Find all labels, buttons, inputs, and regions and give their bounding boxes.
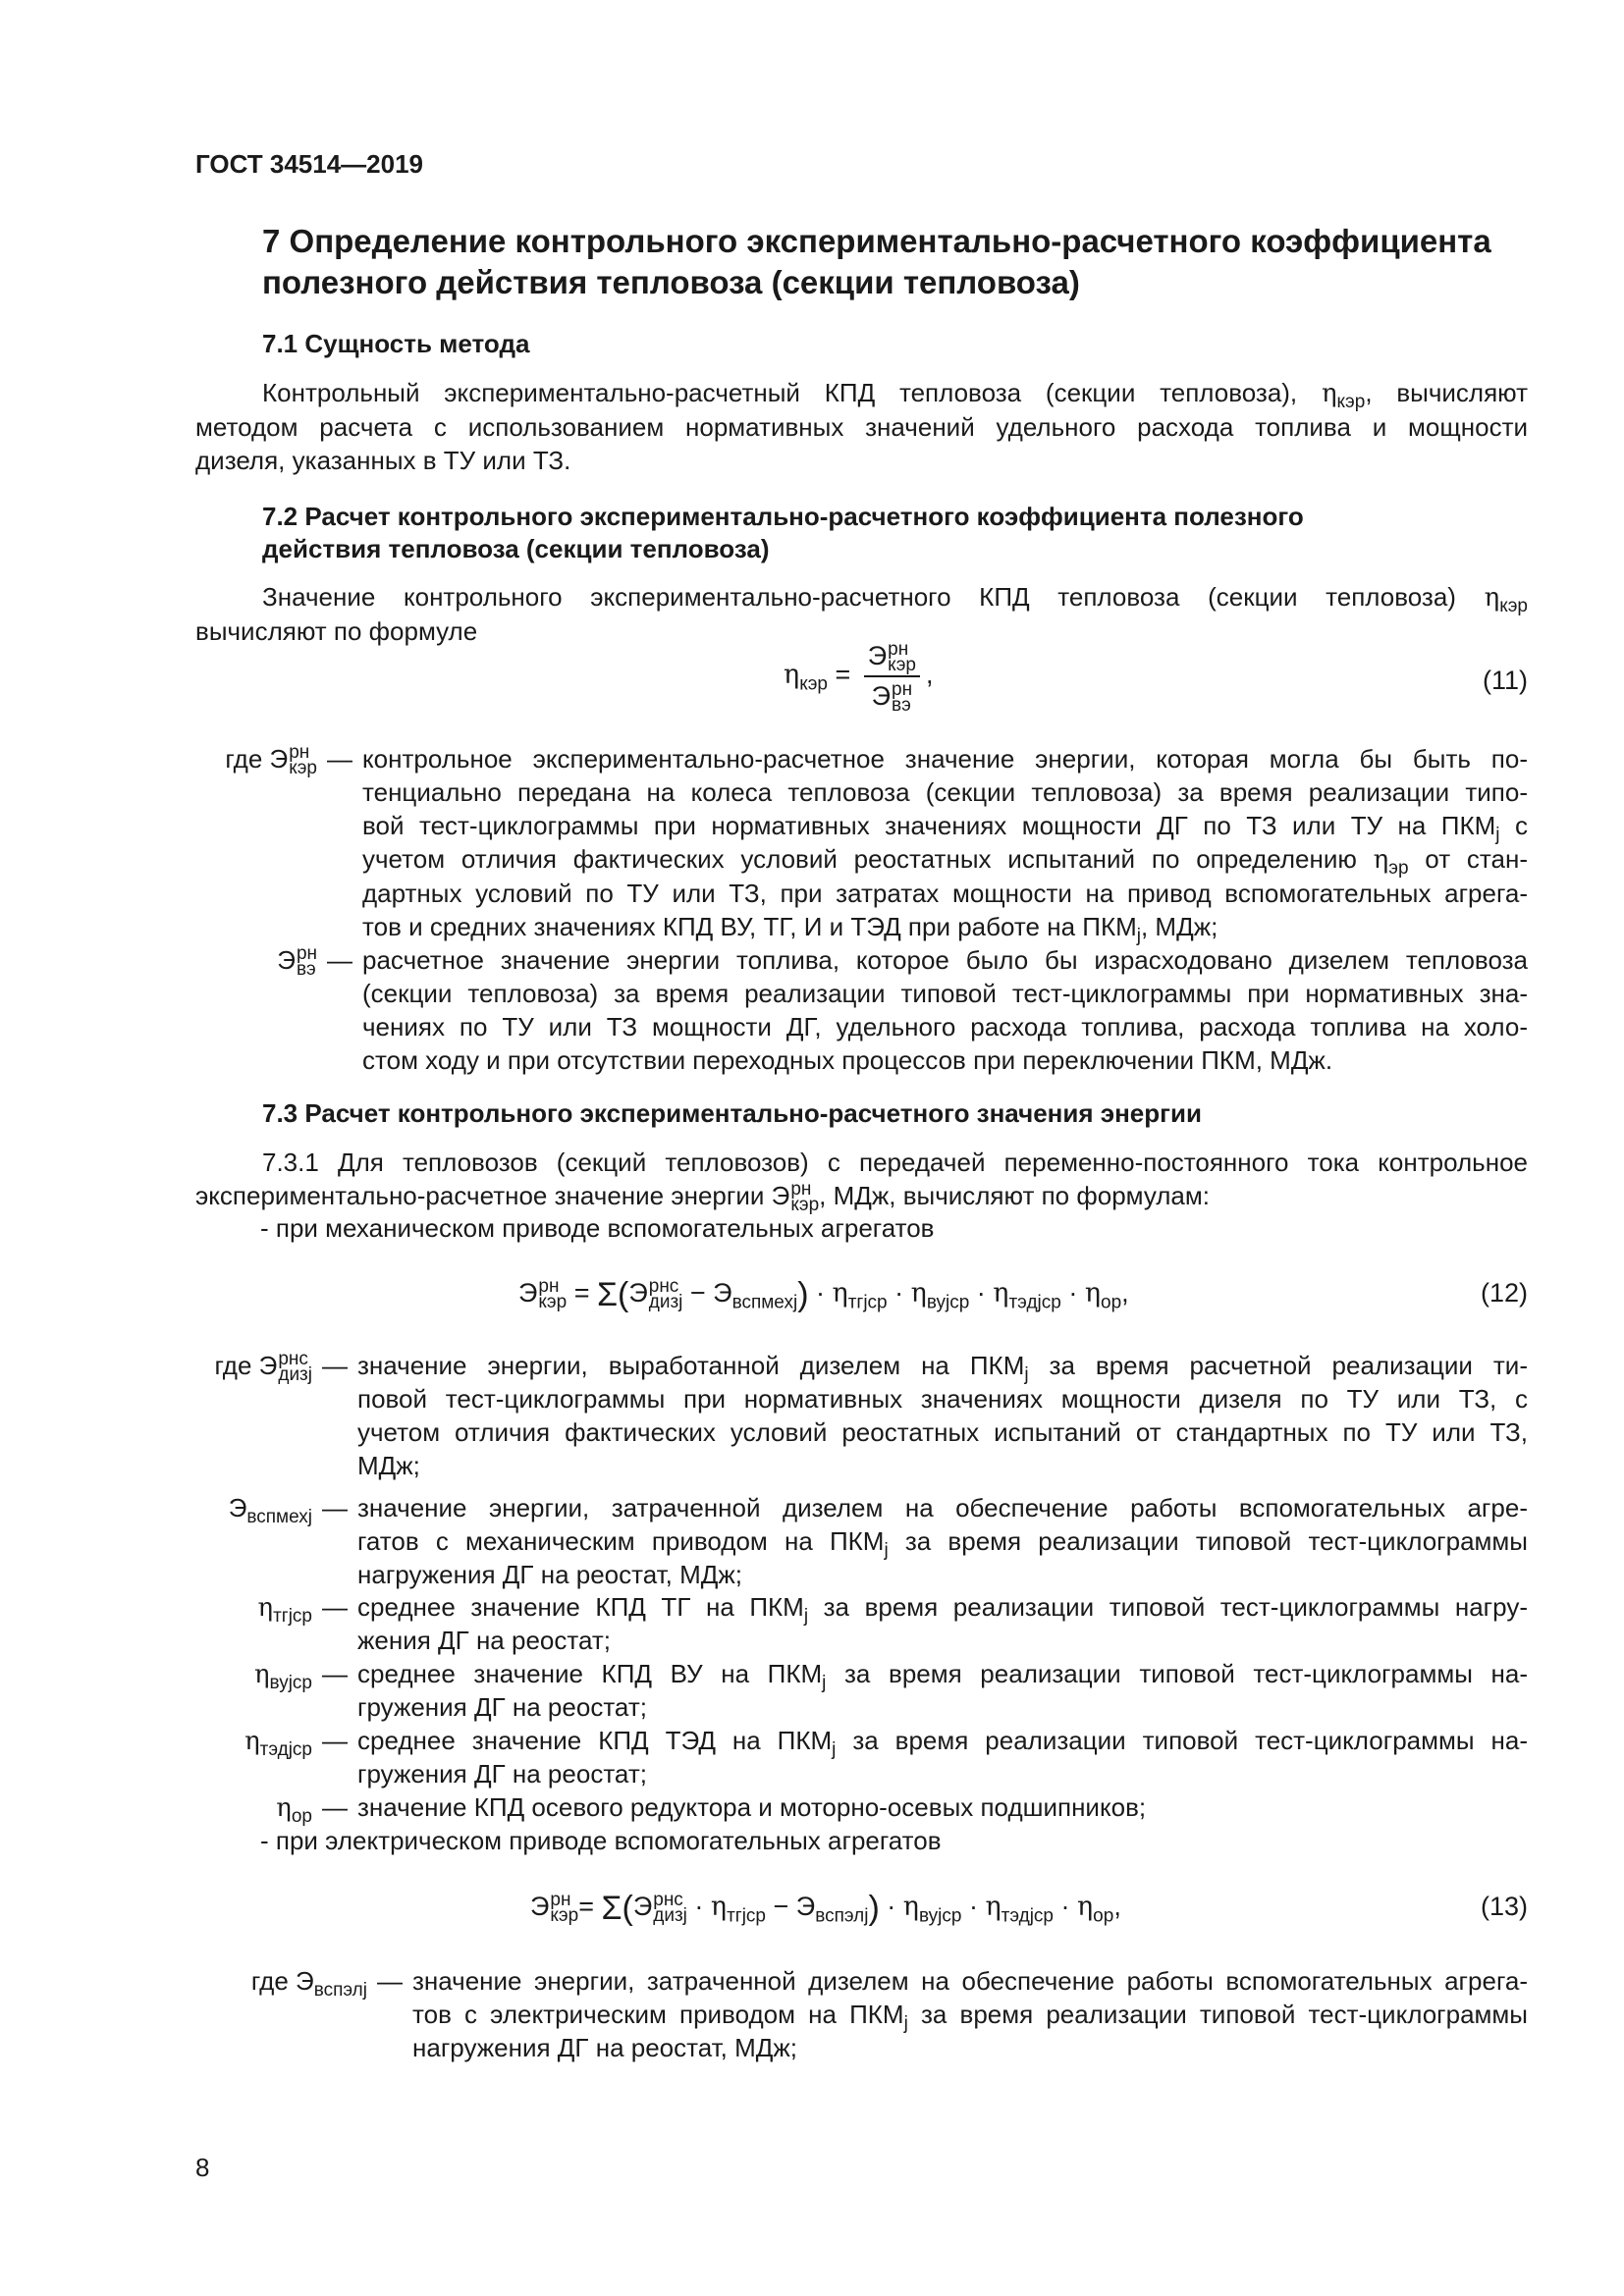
paragraph-7-3-1: 7.3.1 Для тепловозов (секций тепловозов) с передачей переменно-постоянного тока контрольное экспериментально-расчетное значение энергии Э рн кэр , МДж, вычисляют по формулам: bbox=[195, 1148, 1528, 1216]
equation-number-11: (11) bbox=[1482, 666, 1528, 695]
definition-e-ker: где Э рн кэр — контрольное экспериментально-расчетное значение энергии, которая могла бы быть по- тенциально передана на колеса тепловоза (секции тепловоза) за время реализации типо- вой тест-циклограммы при нормативных значениях мощности ДГ по ТЗ или ТУ на $ПКМ_j$ с учетом отличия фактических условий реостатных испытаний по определению $\eta_{эр}$ от стан- дартных условий по ТУ или ТЗ, при затратах мощности на привод вспомогательных агрега- тов и средних значениях КПД ВУ, ТГ, И и ТЭД при работе на $ПКМ_j$, МДж; bbox=[225, 742, 1528, 947]
equation-number-13: (13) bbox=[1480, 1892, 1528, 1921]
paragraph-7-1: Контрольный экспериментально-расчетный КПД тепловоза (секции тепловоза), $\eta_{кэр}$, вычисляют методом расчета с использованием нормативных значений удельного расхода топлива и мощности дизеля, указанных в ТУ или ТЗ. bbox=[195, 378, 1528, 475]
bullet-mechanical-drive: - при механическом приводе вспомогательных агрегатов bbox=[260, 1213, 935, 1243]
document-code: ГОСТ 34514—2019 bbox=[195, 149, 423, 179]
section-7-title: 7 Определение контрольного экспериментально-расчетного коэффициента полезного действия тепловоза (секции тепловоза) bbox=[262, 223, 1491, 300]
subsection-7-3-title: 7.3 Расчет контрольного экспериментально-расчетного значения энергии bbox=[262, 1098, 1202, 1128]
formula-12: Э рн кэр = Σ(Э рнс дизj − $Э_{вспмехj}) \cdot \eta_{тгjср} \cdot \eta_{вуjср} \cdot \eta_{тэдjср} \cdot \eta_{ор}$, bbox=[518, 1275, 1129, 1313]
formula-11: $\eta_{кэр}$ = Э рн кэр Э рн вэ , bbox=[784, 638, 934, 716]
equation-number-12: (12) bbox=[1480, 1278, 1528, 1308]
definition-e-vspmexj: $Э_{вспмехj}$ — значение энергии, затраченной дизелем на обеспечение работы вспомогательных агре- гатов с механическим приводом на $ПКМ_j$ за время реализации типовой тест-циклограммы нагружения ДГ на реостат, МДж; bbox=[228, 1493, 1528, 1589]
definition-e-ve: Э рн вэ — расчетное значение энергии топлива, которое было бы израсходовано дизелем тепловоза (секции тепловоза) за время реализации типовой тест-циклограммы при нормативных зна- чениях по ТУ или ТЗ мощности ДГ, удельного расхода топлива, расхода топлива на холо- стом ходу и при отсутствии переходных процессов при переключении ПКМ, МДж. bbox=[277, 943, 1528, 1075]
definition-e-dizj: где Э рнс дизj — значение энергии, выработанной дизелем на $ПКМ_j$ за время расчетной реализации ти- повой тест-циклограммы при нормативных значениях мощности дизеля по ТУ или ТЗ, с учетом отличия фактических условий реостатных испытаний от стандартных по ТУ или ТЗ, МДж; bbox=[214, 1349, 1528, 1480]
definition-eta-vujsr: $\eta_{вуjср}$ — среднее значение КПД ВУ на $ПКМ_j$ за время реализации типовой тест-циклограммы на- гружения ДГ на реостат; bbox=[253, 1659, 1528, 1722]
formula-13: Э рн кэр = Σ(Э рнс дизj · $\eta_{тгjср} - Э_{вспэлj}) \cdot \eta_{вуjср} \cdot \eta_{тэдjср} \cdot \eta_{ор}$, bbox=[530, 1889, 1121, 1927]
definition-eta-or: $\eta_{ор}$ — значение КПД осевого редуктора и моторно-осевых подшипников; bbox=[276, 1792, 1147, 1828]
bullet-electrical-drive: - при электрическом приводе вспомогательных агрегатов bbox=[260, 1826, 942, 1855]
page-number: 8 bbox=[195, 2153, 210, 2182]
definition-eta-tgjsr: $\eta_{тгjср}$ — среднее значение КПД ТГ на $ПКМ_j$ за время реализации типовой тест-циклограммы нагру- жения ДГ на реостат; bbox=[257, 1592, 1528, 1655]
paragraph-7-2: Значение контрольного экспериментально-расчетного КПД тепловоза (секции тепловоза) $\eta_{кэр}$ вычисляют по формуле bbox=[195, 582, 1528, 646]
subsection-7-2-title: 7.2 Расчет контрольного экспериментально-расчетного коэффициента полезного действия тепловоза (секции тепловоза) bbox=[262, 502, 1304, 563]
definition-eta-tedjsr: $\eta_{тэдjср}$ — среднее значение КПД ТЭД на $ПКМ_j$ за время реализации типовой тест-циклограммы на- гружения ДГ на реостат; bbox=[244, 1726, 1528, 1789]
definition-e-vspelj: где $Э_{вспэлj}$ — значение энергии, затраченной дизелем на обеспечение работы вспомогательных агрега- тов с электрическим приводом на $ПКМ_j$ за время реализации типовой тест-циклограммы нагружения ДГ на реостат, МДж; bbox=[250, 1966, 1528, 2062]
subsection-7-1-title: 7.1 Сущность метода bbox=[262, 329, 530, 358]
